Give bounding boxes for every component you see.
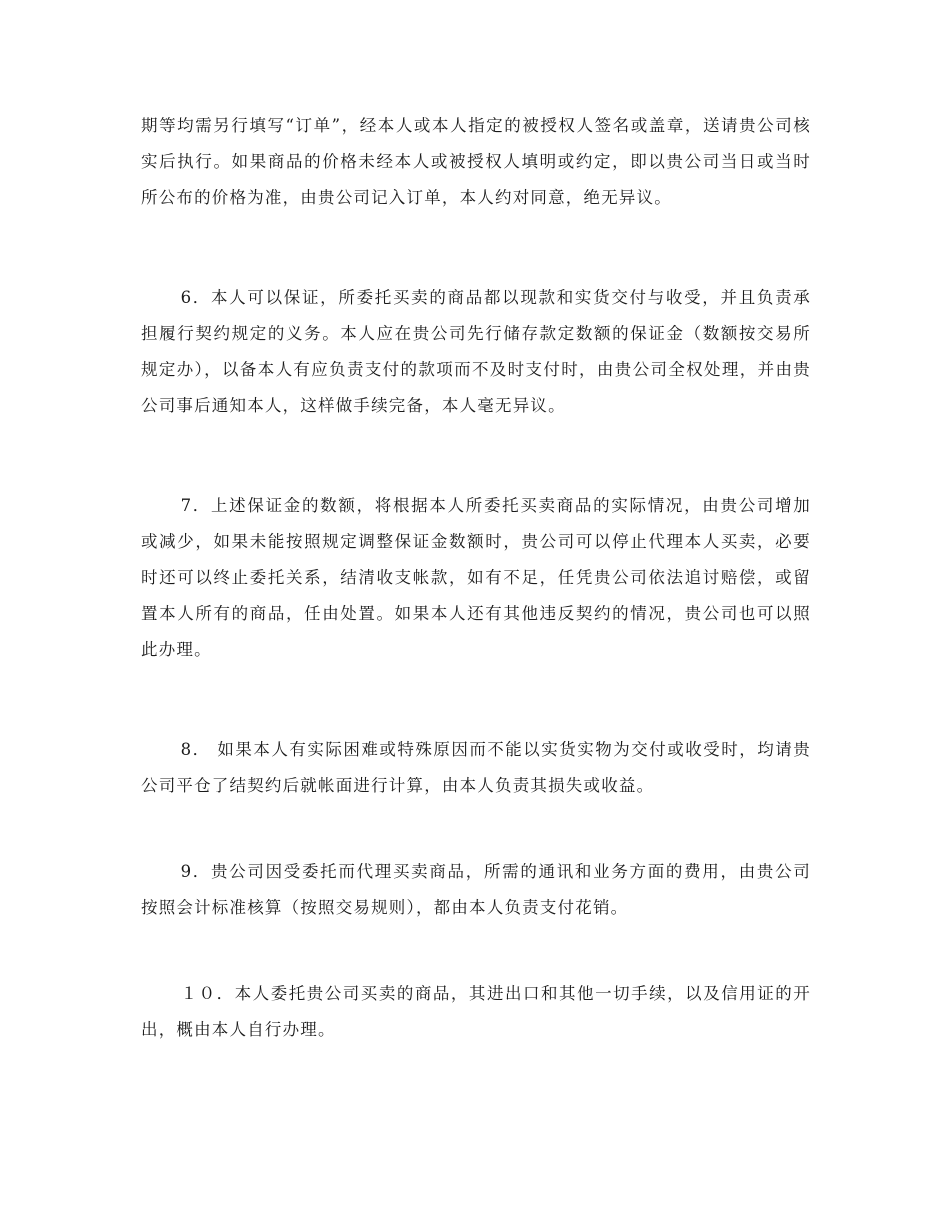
clause-7: 7．上述保证金的数额，将根据本人所委托买卖商品的实际情况，由贵公司增加或减少，如果未能按照规定调整保证金数额时，贵公司可以停止代理本人买卖，必要时还可以终止委托关系，结清收支帐款，如有不足，任凭贵公司依法追讨赔偿，或留置本人所有的商品，任由处置。如果本人还有其他违反契约的情况，贵公司也可以照此办理。 [141, 496, 811, 659]
clause-10: １０．本人委托贵公司买卖的商品，其进出口和其他一切手续，以及信用证的开出，概由本人自行办理。 [141, 984, 811, 1039]
paragraph-continuation: 期等均需另行填写“订单”，经本人或本人指定的被授权人签名或盖章，送请贵公司核实后执行。如果商品的价格未经本人或被授权人填明或约定，即以贵公司当日或当时所公布的价格为准，由贵公司记入订单，本人约对同意，绝无异议。 [141, 116, 811, 207]
document-body [141, 108, 811, 1048]
clause-6: 6．本人可以保证，所委托买卖的商品都以现款和实货交付与收受，并且负责承担履行契约规定的义务。本人应在贵公司先行储存款定数额的保证金（数额按交易所规定办），以备本人有应负责支付的款项而不及时支付时，由贵公司全权处理，并由贵公司事后通知本人，这样做手续完备，本人毫无异议。 [141, 288, 811, 415]
clause-8: 8． 如果本人有实际困难或特殊原因而不能以实货实物为交付或收受时，均请贵公司平仓了结契约后就帐面进行计算，由本人负责其损失或收益。 [141, 740, 811, 795]
clause-9: 9．贵公司因受委托而代理买卖商品，所需的通讯和业务方面的费用，由贵公司按照会计标准核算（按照交易规则），都由本人负责支付花销。 [141, 862, 811, 917]
